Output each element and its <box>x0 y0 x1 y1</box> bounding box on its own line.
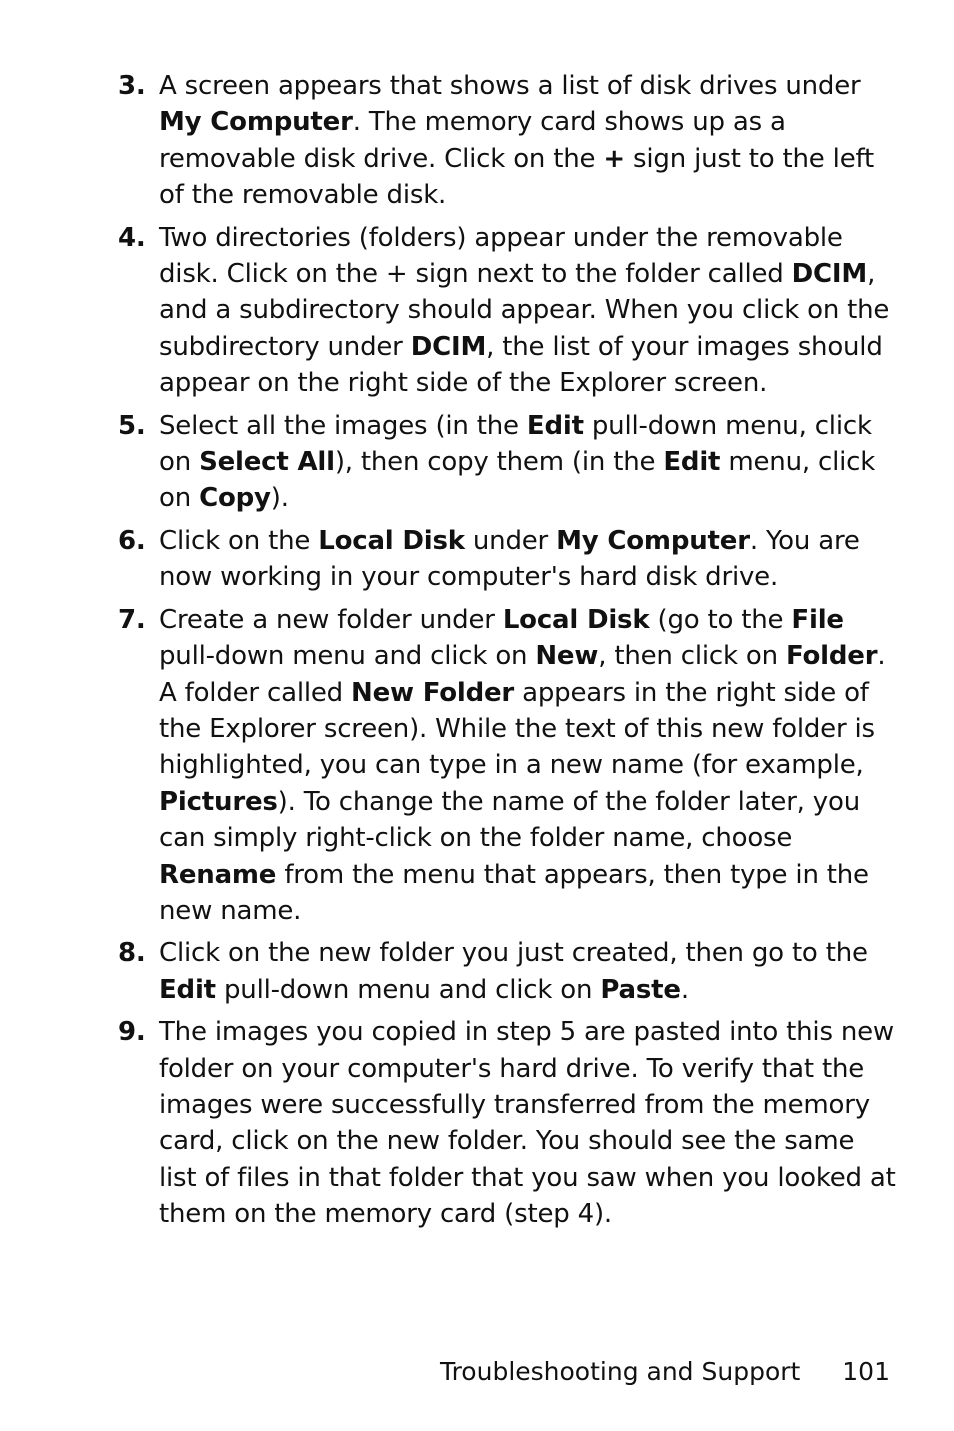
text-run: Create a new folder under <box>159 604 503 635</box>
bold-term: Edit <box>663 447 721 478</box>
text-run: pull-down menu, click on <box>159 410 872 478</box>
step-text <box>159 411 875 514</box>
bold-term: Paste <box>600 974 681 1005</box>
text-run: . <box>680 974 689 1005</box>
text-run: Two directories (folders) appear under the removable disk. Click on the + sign next to the folder called <box>159 222 843 290</box>
bold-term: Pictures <box>159 786 278 817</box>
text-run: (go to the <box>649 604 792 635</box>
bold-term: Rename <box>159 859 277 890</box>
text-run: . The memory card shows up as a removable disk drive. Click on the <box>159 107 786 174</box>
text-run: ), then copy them (in the <box>334 447 664 478</box>
step-item <box>118 408 898 517</box>
page-footer <box>440 1354 890 1390</box>
text-run: A screen appears that shows a list of disk drives under <box>159 71 861 101</box>
step-text <box>159 938 868 1004</box>
step-item <box>118 935 898 1008</box>
text-run: menu, click on <box>159 447 876 514</box>
text-run: appears in the right side of the Explorer screen). While the text of this new folder is highlighted, you can type in a new name (for example, <box>159 677 875 781</box>
step-number: 3. <box>118 71 146 101</box>
step-text <box>159 526 860 592</box>
bold-term: My Computer <box>159 107 353 138</box>
bold-term: Edit <box>526 410 584 441</box>
text-run: . A folder called <box>159 641 886 708</box>
bold-term: Local Disk <box>502 604 650 635</box>
step-number: 7. <box>118 604 146 635</box>
bold-term: DCIM <box>791 259 868 290</box>
text-run: sign just to the left of the removable disk. <box>159 143 874 211</box>
text-run: Click on the <box>159 525 319 556</box>
step-item <box>118 68 898 214</box>
bold-term: My Computer <box>556 525 750 556</box>
text-run: . You are now working in your computer's hard disk drive. <box>159 525 860 593</box>
step-text <box>159 1017 896 1229</box>
bold-term: + <box>603 143 625 174</box>
text-run: , the list of your images should appear on the right side of the Explorer screen. <box>159 331 883 399</box>
bold-term: New <box>535 641 599 672</box>
bold-term: Select All <box>199 447 335 478</box>
footer-section-title: Troubleshooting and Support <box>439 1357 801 1386</box>
step-number: 5. <box>118 410 146 441</box>
bold-term: Edit <box>159 974 216 1005</box>
text-run: ). To change the name of the folder later, you can simply right-click on the folder name, choose <box>159 786 860 854</box>
text-run: from the menu that appears, then type in the new name. <box>159 859 869 926</box>
step-item <box>118 602 898 930</box>
bold-term: File <box>791 604 844 635</box>
step-number: 9. <box>118 1017 146 1048</box>
step-text <box>159 223 889 399</box>
step-item <box>118 523 898 596</box>
text-run: Select all the images (in the <box>159 410 527 441</box>
text-run: pull-down menu and click on <box>159 641 536 672</box>
page-number: 101 <box>842 1357 890 1386</box>
step-item <box>118 1014 898 1232</box>
bold-term: Copy <box>199 483 271 514</box>
text-run: , then click on <box>598 641 786 672</box>
bold-term: New Folder <box>351 677 515 708</box>
step-text <box>159 71 874 210</box>
bold-term: Folder <box>785 641 878 672</box>
text-run: Click on the new folder you just created, then go to the <box>159 938 868 969</box>
bold-term: DCIM <box>410 331 487 362</box>
step-item <box>118 220 898 402</box>
text-run: , and a subdirectory should appear. When you click on the subdirectory under <box>159 259 890 362</box>
step-number: 4. <box>118 222 146 253</box>
step-number: 8. <box>118 938 146 969</box>
step-number: 6. <box>118 525 146 556</box>
text-run: The images you copied in step 5 are pasted into this new folder on your computer's hard drive. To verify that the images were successfully transferred from the memory card, click on the new folder. You should see the same list of files in that folder that you saw when you looked at them on the memory card (step 4). <box>159 1017 896 1230</box>
text-run: pull-down menu and click on <box>215 974 601 1005</box>
instruction-steps <box>118 68 898 1239</box>
text-run: ). <box>270 483 289 514</box>
bold-term: Local Disk <box>318 525 465 556</box>
text-run: under <box>464 525 557 556</box>
step-text <box>159 605 885 926</box>
